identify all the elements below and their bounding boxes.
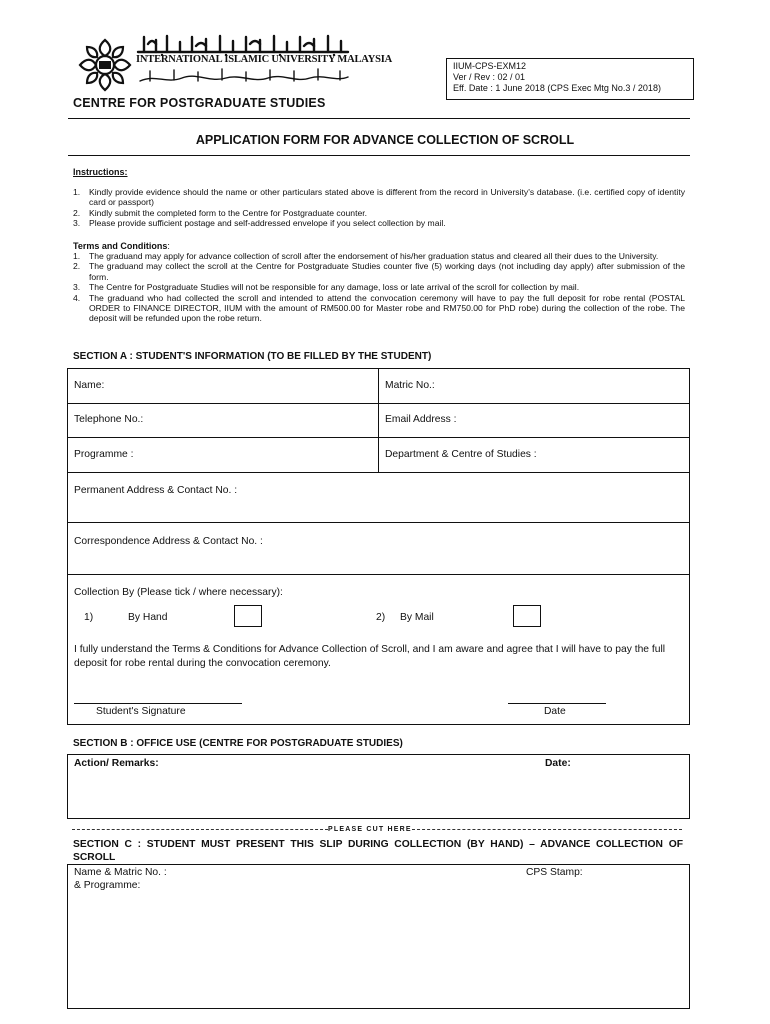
by-hand-checkbox[interactable] [234, 605, 262, 627]
cut-here-label: PLEASE CUT HERE [328, 826, 412, 833]
header-divider-top [68, 118, 690, 119]
instruction-item: 2. Kindly submit the completed form to the Centre for Postgraduate counter. [73, 207, 368, 218]
university-logo [76, 36, 134, 94]
option-by-mail-number: 2) [376, 612, 386, 623]
permanent-address-field[interactable]: Permanent Address & Contact No. : [74, 485, 238, 496]
option-by-mail-label: By Mail [400, 612, 434, 623]
office-use-box[interactable] [67, 754, 690, 819]
effective-date: Eff. Date : 1 June 2018 (CPS Exec Mtg No.3 / 2018) [453, 83, 661, 93]
centre-name: CENTRE FOR POSTGRADUATE STUDIES [73, 96, 326, 110]
arabic-university-name [136, 34, 352, 56]
collection-by-label: Collection By (Please tick / where necessary): [74, 587, 283, 598]
by-mail-checkbox[interactable] [513, 605, 541, 627]
instructions-heading: Instructions: [73, 167, 128, 177]
action-remarks-label: Action/ Remarks: [74, 758, 159, 769]
instructions-list [73, 187, 685, 229]
signature-line[interactable] [74, 703, 242, 704]
section-a-form [67, 368, 690, 725]
telephone-field[interactable]: Telephone No.: [74, 414, 144, 425]
signature-label: Student's Signature [96, 706, 186, 717]
document-info-box [446, 58, 694, 100]
option-by-hand-label: By Hand [128, 612, 168, 623]
terms-item: 1. The graduand may apply for advance collection of scroll after the endorsement of his/her graduation status and cleared all their dues to the University. [73, 251, 659, 261]
terms-item: 3. The Centre for Postgraduate Studies will not be responsible for any damage, loss or late arrival of the scroll for collection by mail. [73, 282, 580, 293]
form-title: APPLICATION FORM FOR ADVANCE COLLECTION OF SCROLL [195, 133, 575, 147]
cut-line [72, 826, 690, 833]
document-version: Ver / Rev : 02 / 01 [453, 72, 526, 82]
document-code: IIUM-CPS-EXM12 [453, 61, 527, 71]
email-field[interactable]: Email Address : [385, 414, 457, 425]
cps-stamp-label: CPS Stamp: [526, 867, 583, 878]
date-label: Date [544, 706, 566, 717]
university-motto-arabic [136, 66, 352, 86]
university-name: INTERNATIONAL ISLAMIC UNIVERSITY MALAYSIA [136, 54, 393, 65]
slip-programme-label: & Programme: [74, 880, 141, 891]
section-a-heading: SECTION A : STUDENT'S INFORMATION (TO BE FILLED BY THE STUDENT) [73, 351, 432, 362]
date-line[interactable] [508, 703, 606, 704]
department-field[interactable]: Department & Centre of Studies : [385, 449, 537, 460]
terms-list [73, 251, 685, 324]
section-b-heading: SECTION B : OFFICE USE (CENTRE FOR POSTGRADUATE STUDIES) [73, 738, 403, 749]
header-divider-bottom [68, 155, 690, 156]
correspondence-address-field[interactable]: Correspondence Address & Contact No. : [74, 536, 263, 547]
name-field[interactable]: Name: [74, 380, 105, 391]
terms-item: 2. The graduand may collect the scroll at the Centre for Postgraduate Studies counter five (5) working days (not including day apply) after submission of the form. [73, 261, 685, 282]
terms-heading: Terms and Conditions: [73, 241, 170, 251]
office-date-label: Date: [545, 758, 571, 769]
slip-name-matric-label: Name & Matric No. : [74, 867, 167, 878]
section-c-heading: SECTION C : STUDENT MUST PRESENT THIS SLIP DURING COLLECTION (BY HAND) – ADVANCE COLLECTION OF SCROLL [73, 839, 683, 863]
terms-item: 4. The graduand who had collected the scroll and intended to attend the convocation ceremony will have to pay the full deposit for robe rental (POSTAL ORDER to FINANCE DIRECTOR, IIUM with the amount of RM500.00 for Master robe and RM750.00 for PhD robe) during the collection of the robe. The deposit will be refunded upon the robe return. [73, 292, 685, 324]
option-by-hand-number: 1) [84, 612, 94, 623]
collection-slip-box[interactable] [67, 864, 690, 1009]
instruction-item: 3. Please provide sufficient postage and self-addressed envelope if you select collection by mail. [73, 218, 446, 229]
declaration-text: I fully understand the Terms & Conditions for Advance Collection of Scroll, and I am aware and agree that I will have to pay the full deposit for robe rental during the convocation ceremony. [74, 644, 666, 669]
matric-number-field[interactable]: Matric No.: [385, 380, 435, 391]
instruction-item: 1. Kindly provide evidence should the name or other particulars stated above is different from the record in University's database. (i.e. certified copy of identity card or passport) [73, 187, 685, 208]
programme-field[interactable]: Programme : [74, 449, 134, 460]
